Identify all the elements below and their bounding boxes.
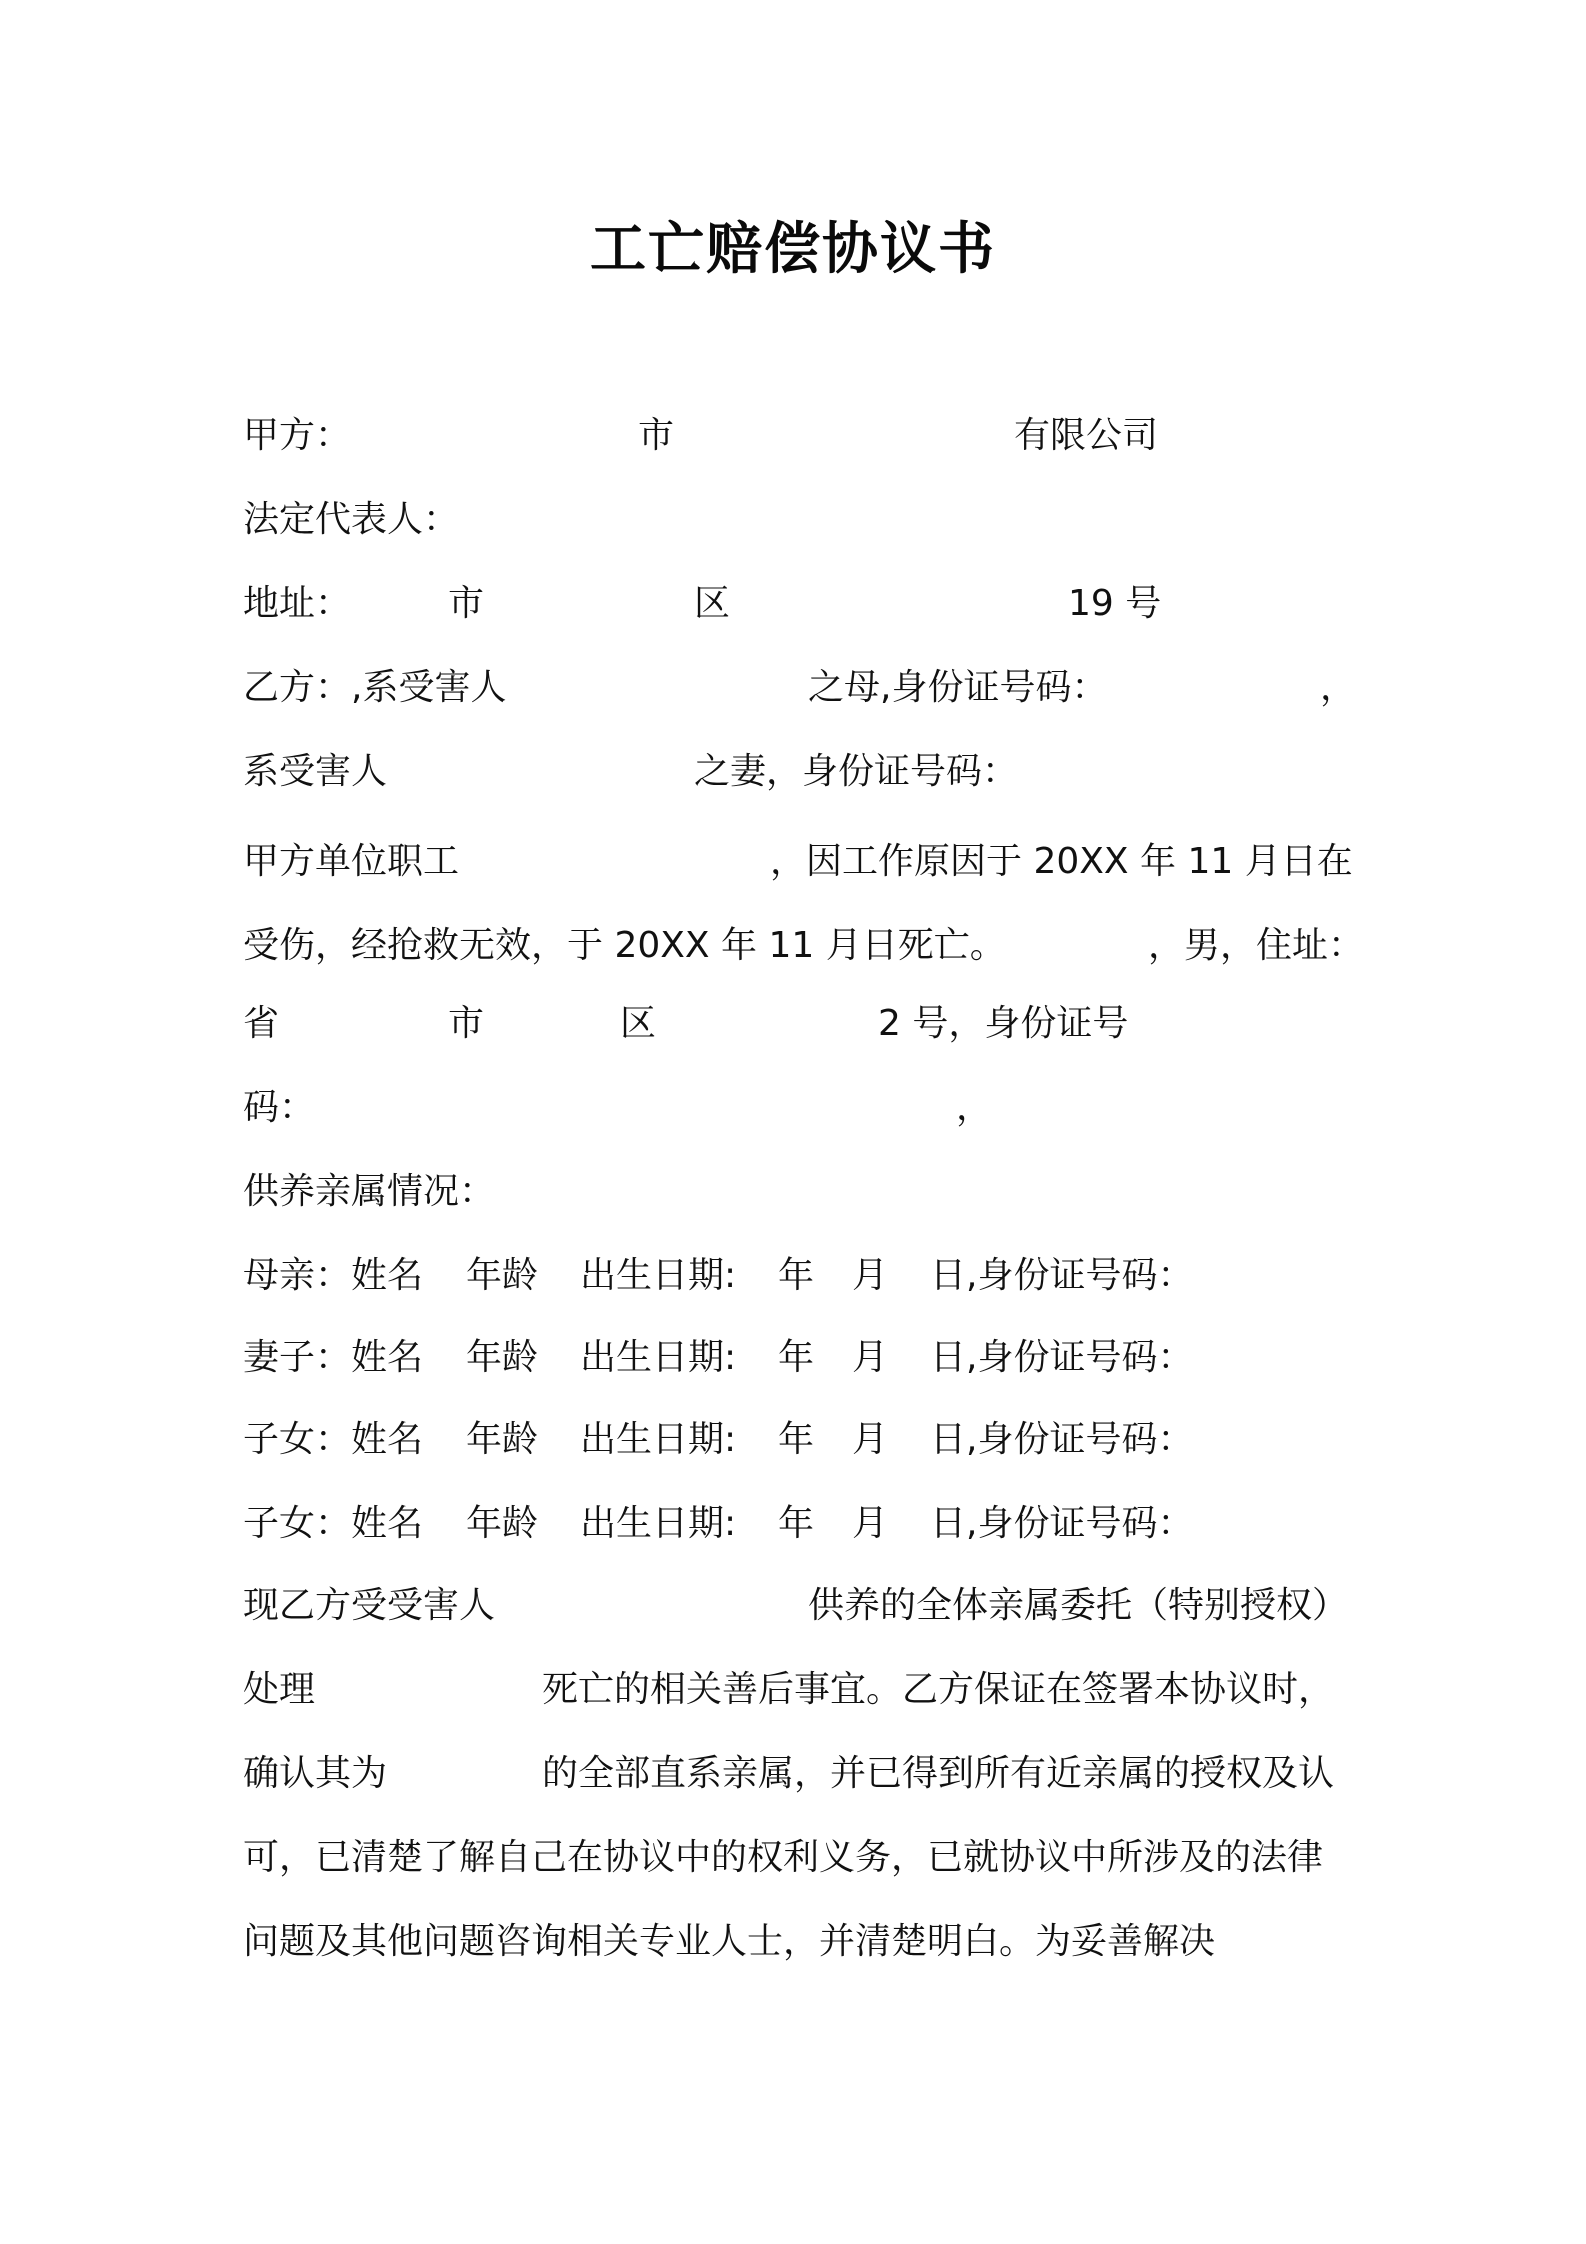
district-label: 区 bbox=[620, 1003, 657, 1044]
dependent-row bbox=[0, 1494, 1586, 1554]
incident-text: ，因工作原因于 20XX 年 11 月日在 bbox=[770, 841, 1353, 882]
rights-text: 可，已清楚了解自己在协议中的权利义务，已就协议中所涉及的法律 bbox=[243, 1837, 1324, 1878]
year-label: 年 bbox=[778, 1337, 815, 1378]
province-label: 省 bbox=[243, 1003, 280, 1044]
paragraph-line bbox=[0, 1078, 1586, 1138]
legal-representative-label: 法定代表人： bbox=[243, 499, 460, 540]
resolution-text: 问题及其他问题咨询相关专业人士，并清楚明白。为妥善解决 bbox=[243, 1921, 1216, 1962]
city-label: 市 bbox=[448, 1003, 485, 1044]
party-a-city: 市 bbox=[638, 415, 675, 456]
year-label: 年 bbox=[778, 1255, 815, 1296]
party-b-wife-id: 之妻，身份证号码： bbox=[694, 751, 1019, 792]
handle-label: 处理 bbox=[243, 1669, 316, 1710]
dependent-row bbox=[0, 1410, 1586, 1470]
paragraph-line bbox=[0, 1576, 1586, 1636]
dependent-row bbox=[0, 1328, 1586, 1388]
party-b-comma: ， bbox=[1320, 667, 1357, 708]
party-a-label: 甲方： bbox=[243, 415, 352, 456]
paragraph-line bbox=[0, 1744, 1586, 1804]
party-b-label: 乙方：,系受害人 bbox=[243, 667, 507, 708]
document-title: 工亡赔偿协议书 bbox=[590, 217, 996, 282]
age-label: 年龄 bbox=[466, 1337, 539, 1378]
aftermath-text: 死亡的相关善后事宜。乙方保证在签署本协议时， bbox=[542, 1669, 1335, 1710]
address-label: 地址： bbox=[243, 583, 352, 624]
address-number: 19 号 bbox=[1068, 583, 1162, 624]
day-id-label: 日,身份证号码： bbox=[930, 1337, 1194, 1378]
paragraph-line bbox=[0, 916, 1586, 976]
birth-date-label: 出生日期: bbox=[580, 1255, 737, 1296]
legal-representative-line bbox=[0, 490, 1586, 550]
month-label: 月 bbox=[852, 1503, 889, 1544]
address-line bbox=[0, 574, 1586, 634]
paragraph-line bbox=[0, 1660, 1586, 1720]
age-label: 年龄 bbox=[466, 1255, 539, 1296]
party-a-line bbox=[0, 406, 1586, 466]
relation-name: 妻子：姓名 bbox=[243, 1337, 424, 1378]
month-label: 月 bbox=[852, 1337, 889, 1378]
day-id-label: 日,身份证号码： bbox=[930, 1255, 1194, 1296]
month-label: 月 bbox=[852, 1419, 889, 1460]
day-id-label: 日,身份证号码： bbox=[930, 1419, 1194, 1460]
party-b-wife-line bbox=[0, 742, 1586, 802]
party-a-company-suffix: 有限公司 bbox=[1014, 415, 1159, 456]
address-city: 市 bbox=[448, 583, 485, 624]
birth-date-label: 出生日期: bbox=[580, 1337, 737, 1378]
day-id-label: 日,身份证号码： bbox=[930, 1503, 1194, 1544]
month-label: 月 bbox=[852, 1255, 889, 1296]
dependents-heading bbox=[0, 1162, 1586, 1222]
paragraph-line bbox=[0, 994, 1586, 1054]
death-text: 受伤，经抢救无效，于 20XX 年 11 月日死亡。 bbox=[243, 925, 1006, 966]
party-b-mother-id: 之母,身份证号码： bbox=[808, 667, 1108, 708]
year-label: 年 bbox=[778, 1419, 815, 1460]
id-code-label: 码： bbox=[243, 1087, 316, 1128]
age-label: 年龄 bbox=[466, 1503, 539, 1544]
party-b-wife-label: 系受害人 bbox=[243, 751, 388, 792]
relation-name: 子女：姓名 bbox=[243, 1503, 424, 1544]
dependents-label: 供养亲属情况： bbox=[243, 1171, 496, 1212]
age-label: 年龄 bbox=[466, 1419, 539, 1460]
house-number-id-text: 2 号，身份证号 bbox=[878, 1003, 1129, 1044]
relation-name: 母亲：姓名 bbox=[243, 1255, 424, 1296]
dependent-row bbox=[0, 1246, 1586, 1306]
year-label: 年 bbox=[778, 1503, 815, 1544]
employee-label: 甲方单位职工 bbox=[243, 841, 460, 882]
delegation-start: 现乙方受受害人 bbox=[243, 1585, 496, 1626]
paragraph-line bbox=[0, 1912, 1586, 1972]
birth-date-label: 出生日期: bbox=[580, 1503, 737, 1544]
address-district: 区 bbox=[694, 583, 731, 624]
gender-address-text: ，男，住址： bbox=[1148, 925, 1365, 966]
delegation-text: 供养的全体亲属委托（特别授权） bbox=[808, 1585, 1349, 1626]
birth-date-label: 出生日期: bbox=[580, 1419, 737, 1460]
paragraph-line bbox=[0, 1828, 1586, 1888]
party-b-line bbox=[0, 658, 1586, 718]
relation-name: 子女：姓名 bbox=[243, 1419, 424, 1460]
id-code-comma: ， bbox=[956, 1087, 993, 1128]
relatives-text: 的全部直系亲属，并已得到所有近亲属的授权及认 bbox=[542, 1753, 1335, 1794]
confirm-label: 确认其为 bbox=[243, 1753, 388, 1794]
paragraph-line bbox=[0, 832, 1586, 892]
